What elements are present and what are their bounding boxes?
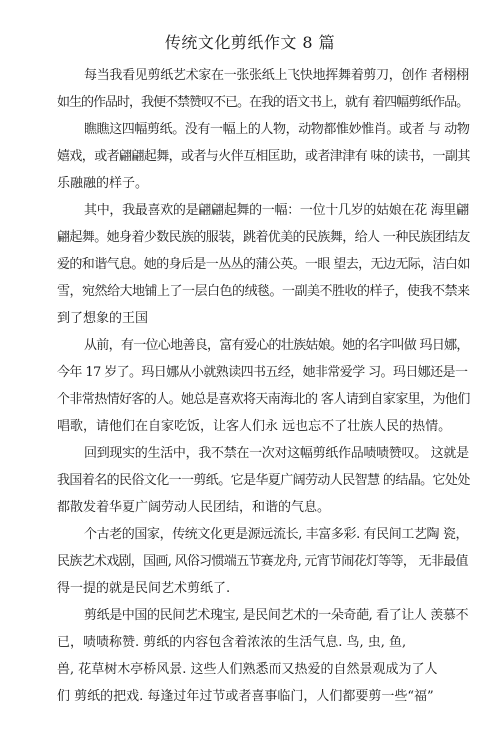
text-line: 嬉戏，或者翩翩起舞，或者与火伴互相匡助，或者津津有 味的读书，一副其 — [57, 149, 470, 164]
text-line: 得一提的就是民间艺术剪纸了. — [57, 581, 231, 596]
text-line: 如生的作品时，我便不禁赞叹不已。在我的语文书上，就有 着四幅剪纸作品。 — [57, 95, 469, 110]
text-line: 个非常热情好客的人。她总是喜欢将天南海北的 客人请到自家家里，为他们 — [57, 392, 470, 407]
text-line: 其中，我最喜欢的是翩翩起舞的一幅：一位十几岁的姑娘在花 海里翩 — [84, 203, 469, 218]
text-line: 都散发着华夏广阔劳动人民团结，和谐的气息。 — [57, 500, 331, 515]
text-line: 剪纸是中国的民间艺术瑰宝, 是民间艺术的一朵奇葩, 看了让人 羡慕不 — [84, 608, 469, 623]
text-line: 我国着名的民俗文化一一剪纸。它是华夏广阔劳动人民智慧 的结晶。它处处 — [57, 473, 470, 488]
text-line: 瞧瞧这四幅剪纸。没有一幅上的人物，动物都惟妙惟肖。或者 与 动物 — [84, 122, 470, 137]
text-line: 每当我看见剪纸艺术家在一张张纸上飞快地挥舞着剪刀，创作 者栩栩 — [84, 68, 469, 83]
text-line: 翩起舞。她身着少数民族的服装，跳着优美的民族舞，给人 一种民族团结友 — [57, 230, 470, 245]
text-line: 回到现实的生活中，我不禁在一次对这幅剪纸作品啧啧赞叹。 这就是 — [84, 446, 469, 461]
text-line: 已，啧啧称赞. 剪纸的内容包含着浓浓的生活气息. 鸟, 虫, 鱼, — [57, 635, 407, 650]
text-line: 唱歌，请他们在自家吃饭，让客人们永 远也忘不了壮族人民的热情。 — [57, 419, 452, 434]
text-line: 民族艺术戏剧，国画, 风俗习惯端五节赛龙舟, 元宵节闹花灯等等， 无非最值 — [57, 554, 468, 569]
document-title: 传统文化剪纸作文 8 篇 — [164, 33, 336, 52]
text-line: 雪，宛然给大地铺上了一层白色的绒毯。一副美不胜收的样子，使我不禁来 — [57, 284, 470, 299]
text-line: 个古老的国家，传统文化更是源远流长, 丰富多彩. 有民间工艺陶 瓷， — [84, 527, 469, 542]
text-line: 乐融融的样子。 — [57, 176, 149, 191]
text-line: 爱的和谐气息。她的身后是一丛丛的蒲公英。一眼 望去，无边无际，洁白如 — [57, 257, 470, 272]
text-line: 兽, 花草树木亭桥风景. 这些人们熟悉而又热爱的自然景观成为了人 — [57, 662, 438, 677]
text-line: 从前，有一位心地善良，富有爱心的壮族姑娘。她的名字叫做 玛日娜， — [84, 338, 469, 353]
text-line: 们 剪纸的把戏. 每逢过年过节或者喜事临门，人们都要剪一些“福” — [57, 689, 434, 704]
text-line: 到了想象的王国 — [57, 311, 149, 326]
text-line: 今年 17 岁了。玛日娜从小就熟读四书五经，她非常爱学 习。玛日娜还是一 — [57, 365, 468, 380]
